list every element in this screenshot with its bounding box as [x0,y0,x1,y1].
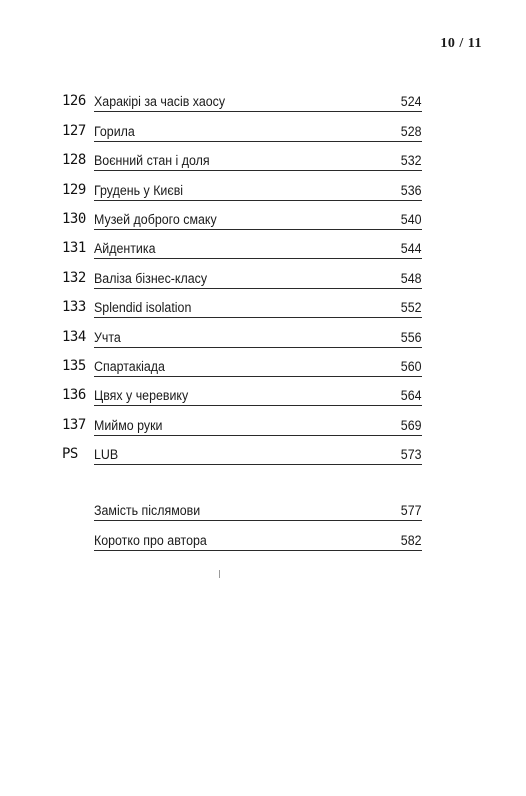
chapter-title: Спартакіада [94,358,165,374]
page-indicator: 10 / 11 [440,36,482,51]
toc-entry[interactable] [62,171,422,200]
chapter-number: 136 [62,387,86,404]
toc-entry-line [94,325,422,348]
toc-entry[interactable] [62,230,422,259]
toc-entry-line [94,295,422,318]
toc-entry-line [94,354,422,377]
toc-entry-line [94,413,422,436]
page-number: 564 [401,388,422,404]
toc-entry[interactable] [62,83,422,112]
page-number: 556 [401,329,422,345]
page-number: 552 [401,300,422,316]
toc-entry[interactable] [62,142,422,171]
page-number: 569 [401,417,422,433]
chapter-number: 127 [62,122,86,139]
toc-entry[interactable] [62,377,422,406]
chapter-number: 134 [62,328,86,345]
chapter-title: Музей доброго смаку [94,211,217,227]
chapter-title: Грудень у Києві [94,182,184,198]
table-of-contents [62,83,422,465]
chapter-number: 133 [62,299,86,316]
toc-entry-line [94,236,422,259]
chapter-number: PS [62,446,78,463]
chapter-title: LUB [94,447,119,463]
toc-entry-line [94,119,422,142]
appendix-contents [62,492,422,551]
page-number: 582 [401,532,422,548]
toc-entry-line [94,207,422,230]
page-number: 577 [401,503,422,519]
chapter-title: Горила [94,123,135,139]
chapter-title: Воєнний стан і доля [94,153,210,169]
print-mark [219,570,220,578]
page-number: 524 [401,94,422,110]
toc-entry-line [94,498,422,521]
chapter-number: 132 [62,269,86,286]
toc-entry-line [94,442,422,465]
appendix-title: Замість післямови [94,503,201,519]
toc-entry-line [94,528,422,551]
page-number: 573 [401,447,422,463]
toc-entry[interactable] [62,318,422,347]
appendix-title: Коротко про автора [94,532,207,548]
toc-entry[interactable] [62,406,422,435]
toc-entry[interactable] [62,259,422,288]
toc-entry[interactable] [62,289,422,318]
page-number: 548 [401,270,422,286]
chapter-number: 137 [62,416,86,433]
chapter-number: 135 [62,357,86,374]
toc-entry-line [94,266,422,289]
toc-entry-line [94,89,422,112]
appendix-entry[interactable] [62,521,422,550]
toc-entry[interactable] [62,348,422,377]
appendix-entry[interactable] [62,492,422,521]
page-number: 536 [401,182,422,198]
chapter-number: 130 [62,210,86,227]
toc-entry[interactable] [62,436,422,465]
page-number: 528 [401,123,422,139]
chapter-title: Splendid isolation [94,300,192,316]
toc-entry-line [94,148,422,171]
chapter-title: Валіза бізнес-класу [94,270,208,286]
chapter-title: Харакірі за часів хаосу [94,94,226,110]
chapter-title: Миймо руки [94,417,163,433]
chapter-number: 131 [62,240,86,257]
chapter-number: 128 [62,152,86,169]
toc-entry[interactable] [62,201,422,230]
chapter-number: 126 [62,93,86,110]
chapter-number: 129 [62,181,86,198]
chapter-title: Цвях у черевику [94,388,189,404]
toc-entry-line [94,178,422,201]
toc-entry[interactable] [62,112,422,141]
page-number: 540 [401,211,422,227]
page-number: 544 [401,241,422,257]
page-number: 532 [401,153,422,169]
chapter-title: Айдентика [94,241,156,257]
chapter-title: Учта [94,329,121,345]
page-number: 560 [401,358,422,374]
toc-entry-line [94,383,422,406]
